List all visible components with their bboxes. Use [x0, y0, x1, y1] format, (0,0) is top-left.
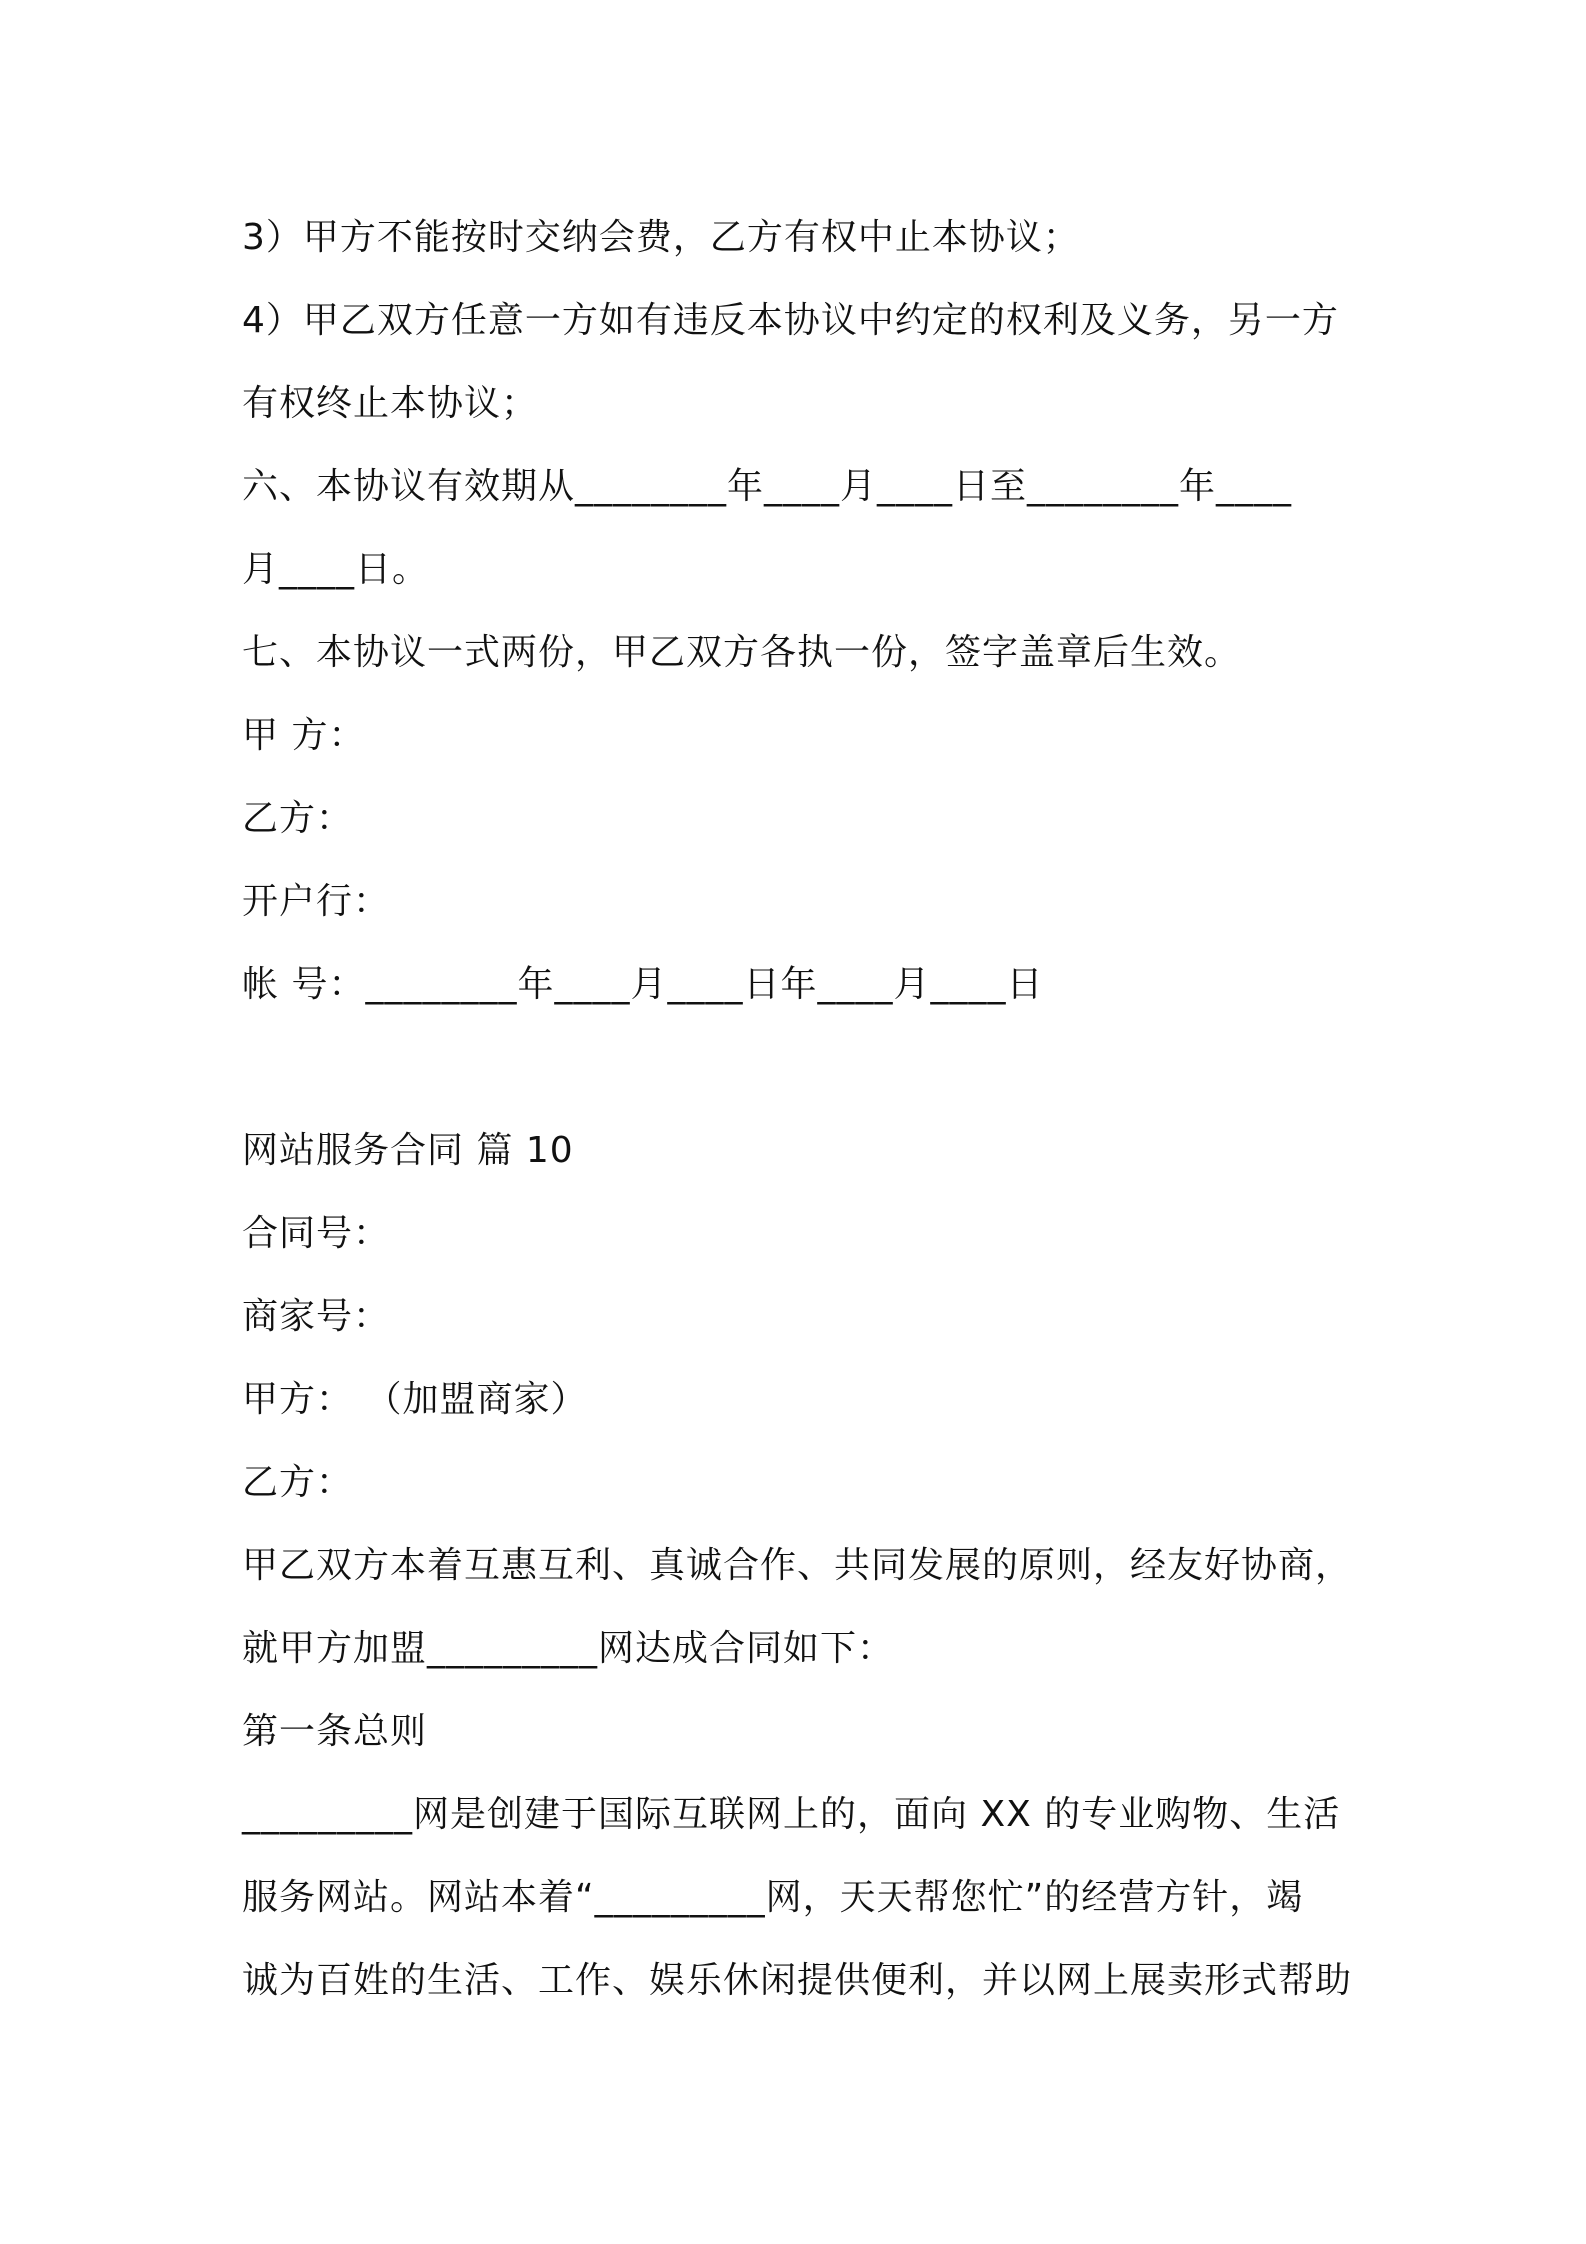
merchant-number-field: 商家号：	[242, 1296, 391, 1337]
intro-paragraph-continued: 就甲方加盟_________网达成合同如下：	[242, 1628, 895, 1669]
article-one-text-continued: 服务网站。网站本着“_________网，天天帮您忙”的经营方针，竭	[242, 1877, 1304, 1918]
party-b-field: 乙方：	[242, 798, 354, 839]
section-title: 网站服务合同 篇 10	[242, 1130, 574, 1171]
list-item-4-continued: 有权终止本协议；	[242, 383, 539, 424]
article-one-text: _________网是创建于国际互联网上的，面向 XX 的专业购物、生活	[242, 1794, 1341, 1835]
list-item-4: 4）甲乙双方任意一方如有违反本协议中约定的权利及义务，另一方	[242, 300, 1339, 341]
clause-seven: 七、本协议一式两份，甲乙双方各执一份，签字盖章后生效。	[242, 632, 1242, 673]
article-one-text-continued-2: 诚为百姓的生活、工作、娱乐休闲提供便利，并以网上展卖形式帮助	[242, 1960, 1353, 2001]
contract-number-field: 合同号：	[242, 1213, 391, 1254]
account-date-field: 帐 号：________年____月____日年____月____日	[242, 964, 1044, 1005]
bank-field: 开户行：	[242, 881, 391, 922]
article-one-heading: 第一条总则	[242, 1711, 428, 1752]
party-a-field: 甲方： （加盟商家）	[242, 1379, 588, 1420]
clause-six-continued: 月____日。	[242, 549, 430, 590]
party-b-field: 乙方：	[242, 1462, 354, 1503]
party-a-field: 甲 方：	[242, 715, 366, 756]
list-item-3: 3）甲方不能按时交纳会费，乙方有权中止本协议；	[242, 217, 1080, 258]
section-spacer	[242, 1026, 1352, 1109]
clause-six: 六、本协议有效期从________年____月____日至________年____	[242, 466, 1293, 507]
intro-paragraph: 甲乙双方本着互惠互利、真诚合作、共同发展的原则，经友好协商，	[242, 1545, 1353, 1586]
document-body	[242, 196, 1352, 2022]
